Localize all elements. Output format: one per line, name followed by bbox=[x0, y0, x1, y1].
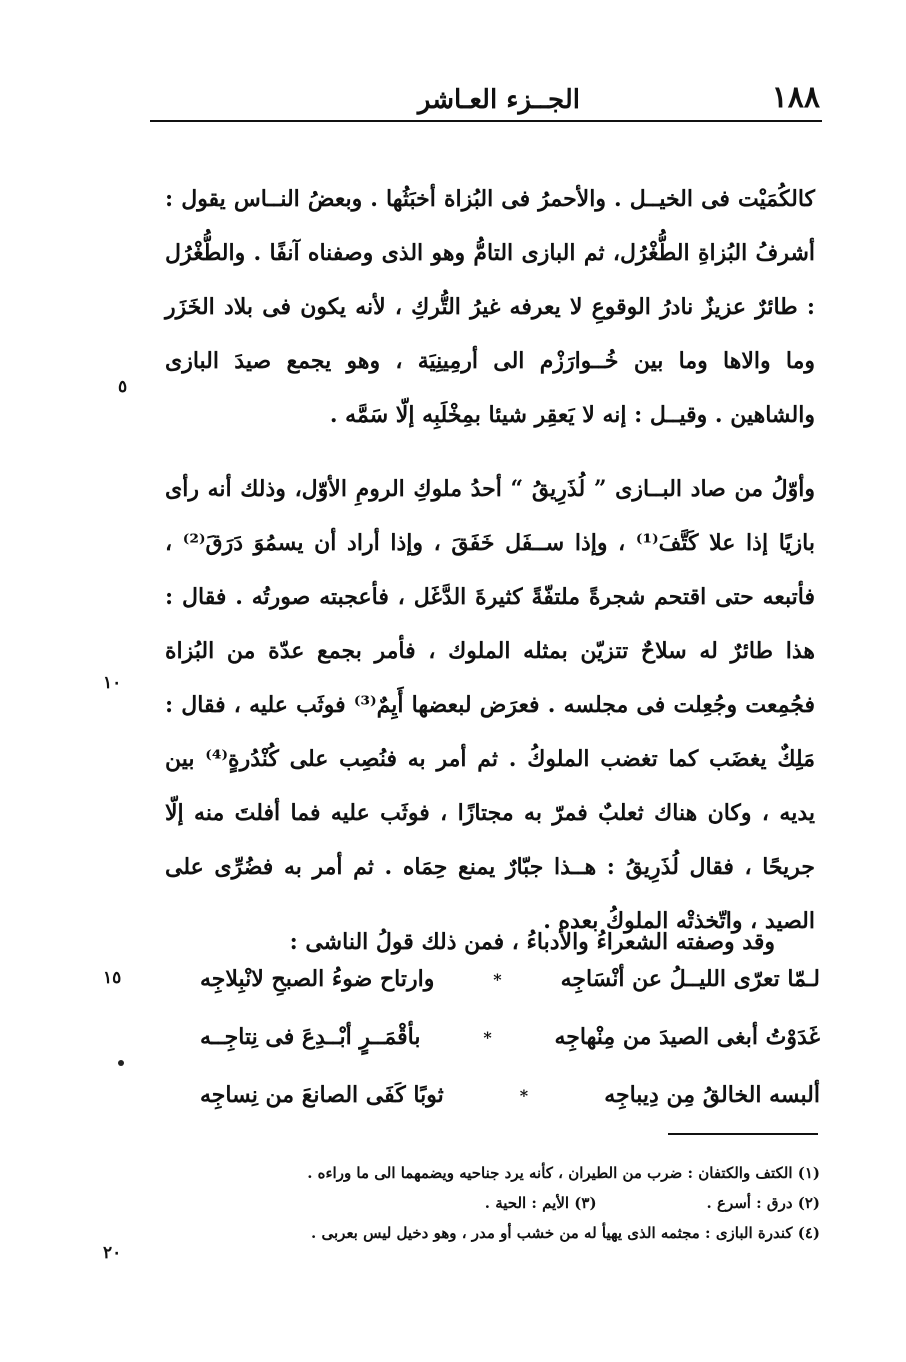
verse-separator: * bbox=[493, 969, 502, 989]
footnote-rule bbox=[668, 1133, 818, 1135]
poem bbox=[200, 950, 820, 1124]
verse-line bbox=[200, 1066, 820, 1124]
verse-separator: * bbox=[483, 1027, 492, 1047]
verse-second-hemistich: وارتاح ضوءُ الصبحِ لانْبِلاجِه bbox=[200, 966, 435, 992]
footnote-row bbox=[210, 1188, 820, 1218]
verse-second-hemistich: بأقْمَــرٍ أبْــدِعَ فى نِتاجِــه bbox=[200, 1024, 421, 1050]
page-header bbox=[150, 78, 820, 122]
verse-first-hemistich: ألبسه الخالقُ مِن دِيباجِه bbox=[604, 1082, 820, 1108]
footnote-4: (٤) كندرة البازى : مجثمه الذى يهيأ له من خشب أو مدر ، وهو دخيل ليس بعربى . bbox=[311, 1224, 820, 1242]
margin-line-number-10: ١٠ bbox=[103, 673, 122, 693]
margin-line-number-15: ١٥ bbox=[103, 968, 122, 988]
page-number: ١٨٨ bbox=[771, 80, 820, 115]
running-head: الجــزء العـاشر bbox=[417, 85, 580, 115]
footnotes bbox=[210, 1158, 820, 1248]
margin-line-number-5: ٥ bbox=[118, 377, 128, 397]
footnote-3: (٣) الأيم : الحية . bbox=[484, 1194, 597, 1212]
paragraph-falcon-types: كالكُمَيْت فى الخيــل . والأحمرُ فى البُزاة أخبَثُها . وبعضُ النــاس يقول : أشرفُ البُزاةِ الطُّغْرُل، ثم البازى التامُّ وهو الذى وصفناه آنفًا . والطُّغْرُل : طائرٌ عزيزٌ نادرُ الوقوعِ لا يعرفه غيرُ التُّركِ ، لأنه يكون فى بلاد الخَزَر وما والاها وما بين خُــوارَزْم الى أرمِينِيَة ، وهو يجمع صيدَ البازى والشاهين . وقيــل : إنه لا يَعقِر شيئا بمِخْلَبِه إلّا سَمَّه . bbox=[165, 186, 815, 428]
verse-line bbox=[200, 950, 820, 1008]
verse-first-hemistich: لـمّا تعرّى الليــلُ عن أنْسَاجِه bbox=[560, 966, 820, 992]
margin-line-number-20: ٢٠ bbox=[103, 1243, 122, 1263]
paragraph-poets-intro: وقد وصفته الشعراءُ والأدباءُ ، فمن ذلك قولُ الناشى : bbox=[289, 929, 775, 955]
header-rule bbox=[150, 120, 822, 122]
verse-second-hemistich: ثوبًا كَفَى الصانعَ من نِساجِه bbox=[200, 1082, 444, 1108]
footnote-2: (٢) درق : أسرع . bbox=[706, 1194, 820, 1212]
paragraph-first-hunter: وأوّلُ من صاد البــازى ” لُذَرِيقُ “ أحدُ ملوكِ الرومِ الأوّل، وذلك أنه رأى بازيًا إذا علا كَتَّفَ⁽¹⁾ ، وإذا ســفَل خَفَقَ ، وإذا أراد أن يسمُوَ دَرَقَ⁽²⁾ ، فأتبعه حتى اقتحم شجرةً ملتفّةً كثيرةَ الدَّغَل ، فأعجبته صورتُه . فقال : هذا طائرٌ له سلاحٌ تتزيّن بمثله الملوك ، فأمر بجمع عدّة من البُزاة فجُمِعت وجُعِلت فى مجلسه . فعرَض لبعضها أَيِمٌ⁽³⁾ فوثَب عليه ، فقال : مَلِكٌ يغضَب كما تغضب الملوكُ . ثم أمر به فنُصِب على كُنْدُرةٍ⁽⁴⁾ بين يديه ، وكان هناك ثعلبٌ فمرّ به مجتازًا ، فوثَب عليه فما أفلتَ منه إلّا جريحًا ، فقال لُذَرِيقُ : هــذا جبّارٌ يمنع حِمَاه . ثم أمر به فضُرِّى على الصيد ، واتّخذتْه الملوكُ بعده . bbox=[165, 476, 816, 934]
verse-first-hemistich: غَدَوْتُ أبغى الصيدَ من مِنْهاجِه bbox=[554, 1024, 820, 1050]
margin-dot bbox=[118, 1060, 124, 1066]
verse-separator: * bbox=[519, 1085, 529, 1105]
footnote-1: (١) الكتف والكتفان : ضرب من الطيران ، كأنه يرد جناحيه ويضمهما الى ما وراءه . bbox=[307, 1164, 820, 1182]
verse-line bbox=[200, 1008, 820, 1066]
